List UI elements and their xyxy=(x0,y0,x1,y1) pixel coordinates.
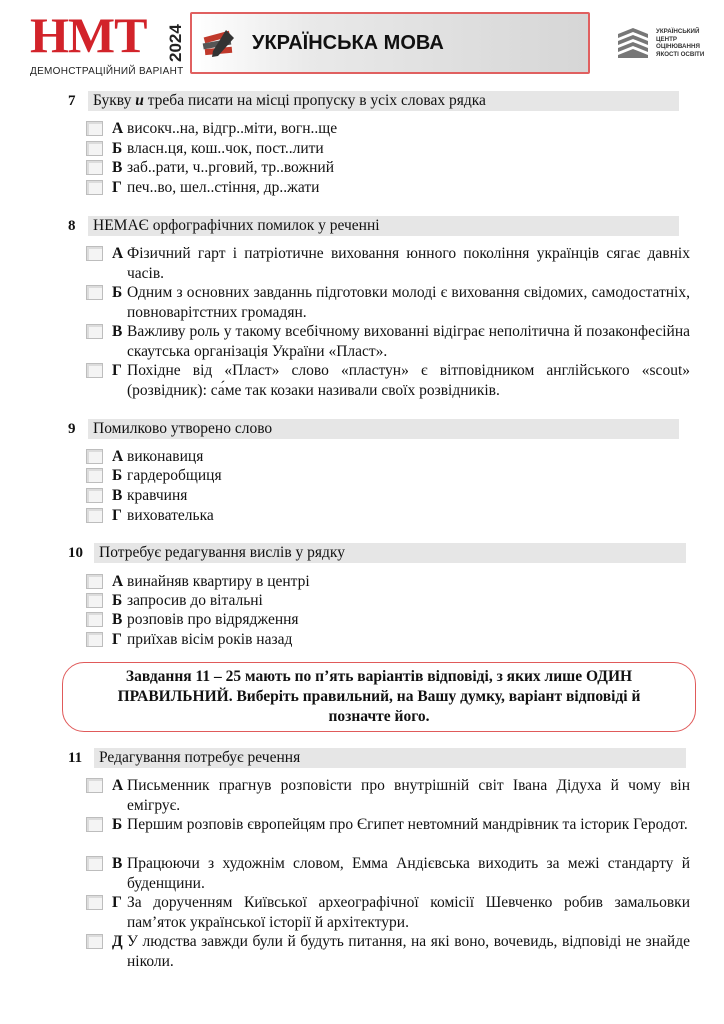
option-letter: Г xyxy=(112,179,122,196)
books-icon xyxy=(200,26,238,60)
answer-option[interactable] xyxy=(86,119,690,139)
answer-option[interactable] xyxy=(86,893,690,933)
answer-checkbox[interactable] xyxy=(86,160,103,175)
option-letter: Д xyxy=(112,933,123,950)
option-text: Важливу роль у такому всебічному вихованні відіграє неполітична й позаконфесійна скаутська організація України «Пласт». xyxy=(127,323,690,360)
option-letter: В xyxy=(112,159,123,176)
prompt-letter: и xyxy=(135,92,144,109)
option-text: розповів про відрядження xyxy=(127,611,299,628)
subject-title: УКРАЇНСЬКА МОВА xyxy=(252,32,444,54)
option-text: приїхав вісім років назад xyxy=(127,631,293,648)
option-text: Похідне від «Пласт» слово «пластун» є вітповідником англійського «scout» (розвідник): са́ме так козаки називали своїх розвідників. xyxy=(127,362,690,399)
assessment-center-logo xyxy=(616,26,716,62)
answer-option[interactable] xyxy=(86,591,690,611)
answer-option[interactable] xyxy=(86,815,690,855)
answer-checkbox[interactable] xyxy=(86,180,103,195)
option-text: високч..на, відгр..міти, вогн..ще xyxy=(127,120,338,137)
answer-checkbox[interactable] xyxy=(86,285,103,300)
subject-banner xyxy=(190,12,590,74)
answer-option[interactable] xyxy=(86,776,690,816)
answer-checkbox[interactable] xyxy=(86,612,103,627)
center-name: УКРАЇНСЬКИЙ ЦЕНТР ОЦІНЮВАННЯ ЯКОСТІ ОСВІТИ xyxy=(656,28,705,58)
question-prompt: Редагування потребує речення xyxy=(99,749,301,766)
center-logo-icon xyxy=(616,26,650,60)
answer-checkbox[interactable] xyxy=(86,449,103,464)
option-letter: В xyxy=(112,487,123,504)
answer-option[interactable] xyxy=(86,932,690,972)
option-letter: Г xyxy=(112,631,122,648)
answer-checkbox[interactable] xyxy=(86,468,103,483)
option-text: вихователька xyxy=(127,507,214,524)
option-text: Фізичний гарт і патріотичне виховання юнного покоління українців сягає давніх часів. xyxy=(127,245,690,282)
option-text: заб..рати, ч..рговий, тр..вожний xyxy=(127,159,334,176)
option-text: Першим розповів європейцям про Єгипет невтомний мандрівник та історик Геродот. xyxy=(127,816,688,833)
option-letter: Г xyxy=(112,362,122,379)
answer-option[interactable] xyxy=(86,361,690,401)
option-letter: Б xyxy=(112,140,123,157)
option-text: запросив до вітальні xyxy=(127,592,263,609)
option-letter: А xyxy=(112,120,124,137)
option-letter: Г xyxy=(112,894,122,911)
option-letter: В xyxy=(112,611,123,628)
answer-checkbox[interactable] xyxy=(86,817,103,832)
answer-option[interactable] xyxy=(86,244,690,284)
question-number: 11 xyxy=(68,750,83,766)
question-prompt: Потребує редагування вислів у рядку xyxy=(99,544,345,561)
answer-checkbox[interactable] xyxy=(86,593,103,608)
answer-option[interactable] xyxy=(86,466,690,486)
answer-option[interactable] xyxy=(86,610,690,630)
answer-option[interactable] xyxy=(86,322,690,362)
prompt-part: Букву xyxy=(93,92,136,109)
option-text: винайняв квартиру в центрі xyxy=(127,573,310,590)
option-letter: Б xyxy=(112,467,123,484)
logo-text: НМТ xyxy=(30,7,147,63)
answer-option[interactable] xyxy=(86,447,690,467)
answer-checkbox[interactable] xyxy=(86,246,103,261)
logo-year: 2024 xyxy=(166,24,185,62)
answer-checkbox[interactable] xyxy=(86,778,103,793)
option-letter: В xyxy=(112,855,123,872)
answer-checkbox[interactable] xyxy=(86,934,103,949)
option-text: Працюючи з художнім словом, Емма Андієвська виходить за межі стандарту й буденщини. xyxy=(127,855,690,892)
answer-checkbox[interactable] xyxy=(86,488,103,503)
answer-checkbox[interactable] xyxy=(86,363,103,378)
answer-option[interactable] xyxy=(86,572,690,592)
option-letter: Г xyxy=(112,507,122,524)
question-prompt: Помилково утворено слово xyxy=(93,420,273,437)
option-text: Одним з основних завданнь підготовки молоді є виховання свідомих, самодостатніх, повноварітстних громадян. xyxy=(127,284,690,321)
answer-option[interactable] xyxy=(86,158,690,178)
answer-checkbox[interactable] xyxy=(86,632,103,647)
option-text: гардеробщиця xyxy=(127,467,222,484)
option-text: кравчиня xyxy=(127,487,188,504)
question-number: 7 xyxy=(68,93,76,109)
option-text: У людства завжди були й будуть питання, на які воно, вочевидь, відповіді не знайде ніколи. xyxy=(127,933,690,970)
answer-checkbox[interactable] xyxy=(86,856,103,871)
variant-label: ДЕМОНСТРАЦІЙНИЙ ВАРІАНТ xyxy=(30,66,184,77)
answer-checkbox[interactable] xyxy=(86,141,103,156)
question-prompt xyxy=(93,91,486,111)
answer-option[interactable] xyxy=(86,139,690,159)
answer-checkbox[interactable] xyxy=(86,508,103,523)
answer-option[interactable] xyxy=(86,630,690,650)
answer-option[interactable] xyxy=(86,178,690,198)
answer-checkbox[interactable] xyxy=(86,324,103,339)
question-prompt: НЕМАЄ орфографічних помилок у реченні xyxy=(93,217,380,234)
answer-option[interactable] xyxy=(86,486,690,506)
nmt-logo xyxy=(30,7,185,77)
page-header xyxy=(0,0,724,84)
option-text: За дорученням Київської археографічної комісії Шевченко робив замальовки пам’яток української історії й архітектури. xyxy=(127,894,690,931)
option-text: печ..во, шел..стіння, др..жати xyxy=(127,179,320,196)
option-letter: А xyxy=(112,573,124,590)
answer-checkbox[interactable] xyxy=(86,574,103,589)
answer-option[interactable] xyxy=(86,854,690,894)
option-letter: А xyxy=(112,245,124,262)
answer-option[interactable] xyxy=(86,506,690,526)
option-letter: В xyxy=(112,323,123,340)
option-letter: Б xyxy=(112,592,123,609)
question-number: 9 xyxy=(68,421,76,437)
option-text: виконавиця xyxy=(127,448,204,465)
option-text: Письменник прагнув розповісти про внутрішній світ Івана Дідуха й чому він емігрує. xyxy=(127,777,690,814)
answer-option[interactable] xyxy=(86,283,690,323)
option-letter: Б xyxy=(112,284,123,301)
option-text: власн.ця, кош..чок, пост..лити xyxy=(127,140,324,157)
option-letter: Б xyxy=(112,816,123,833)
option-letter: А xyxy=(112,777,124,794)
notice-text: Завдання 11 – 25 мають по п’ять варіантів відповіді, з яких лише ОДИН ПРАВИЛЬНИЙ. Виберіть правильний, на Вашу думку, варіант відповіді й позначте його. xyxy=(117,668,641,725)
question-number: 10 xyxy=(68,545,83,561)
option-letter: А xyxy=(112,448,124,465)
prompt-part: треба писати на місці пропуску в усіх словах рядка xyxy=(143,92,486,109)
answer-checkbox[interactable] xyxy=(86,121,103,136)
answer-checkbox[interactable] xyxy=(86,895,103,910)
instructions-notice xyxy=(62,662,696,732)
question-number: 8 xyxy=(68,218,76,234)
